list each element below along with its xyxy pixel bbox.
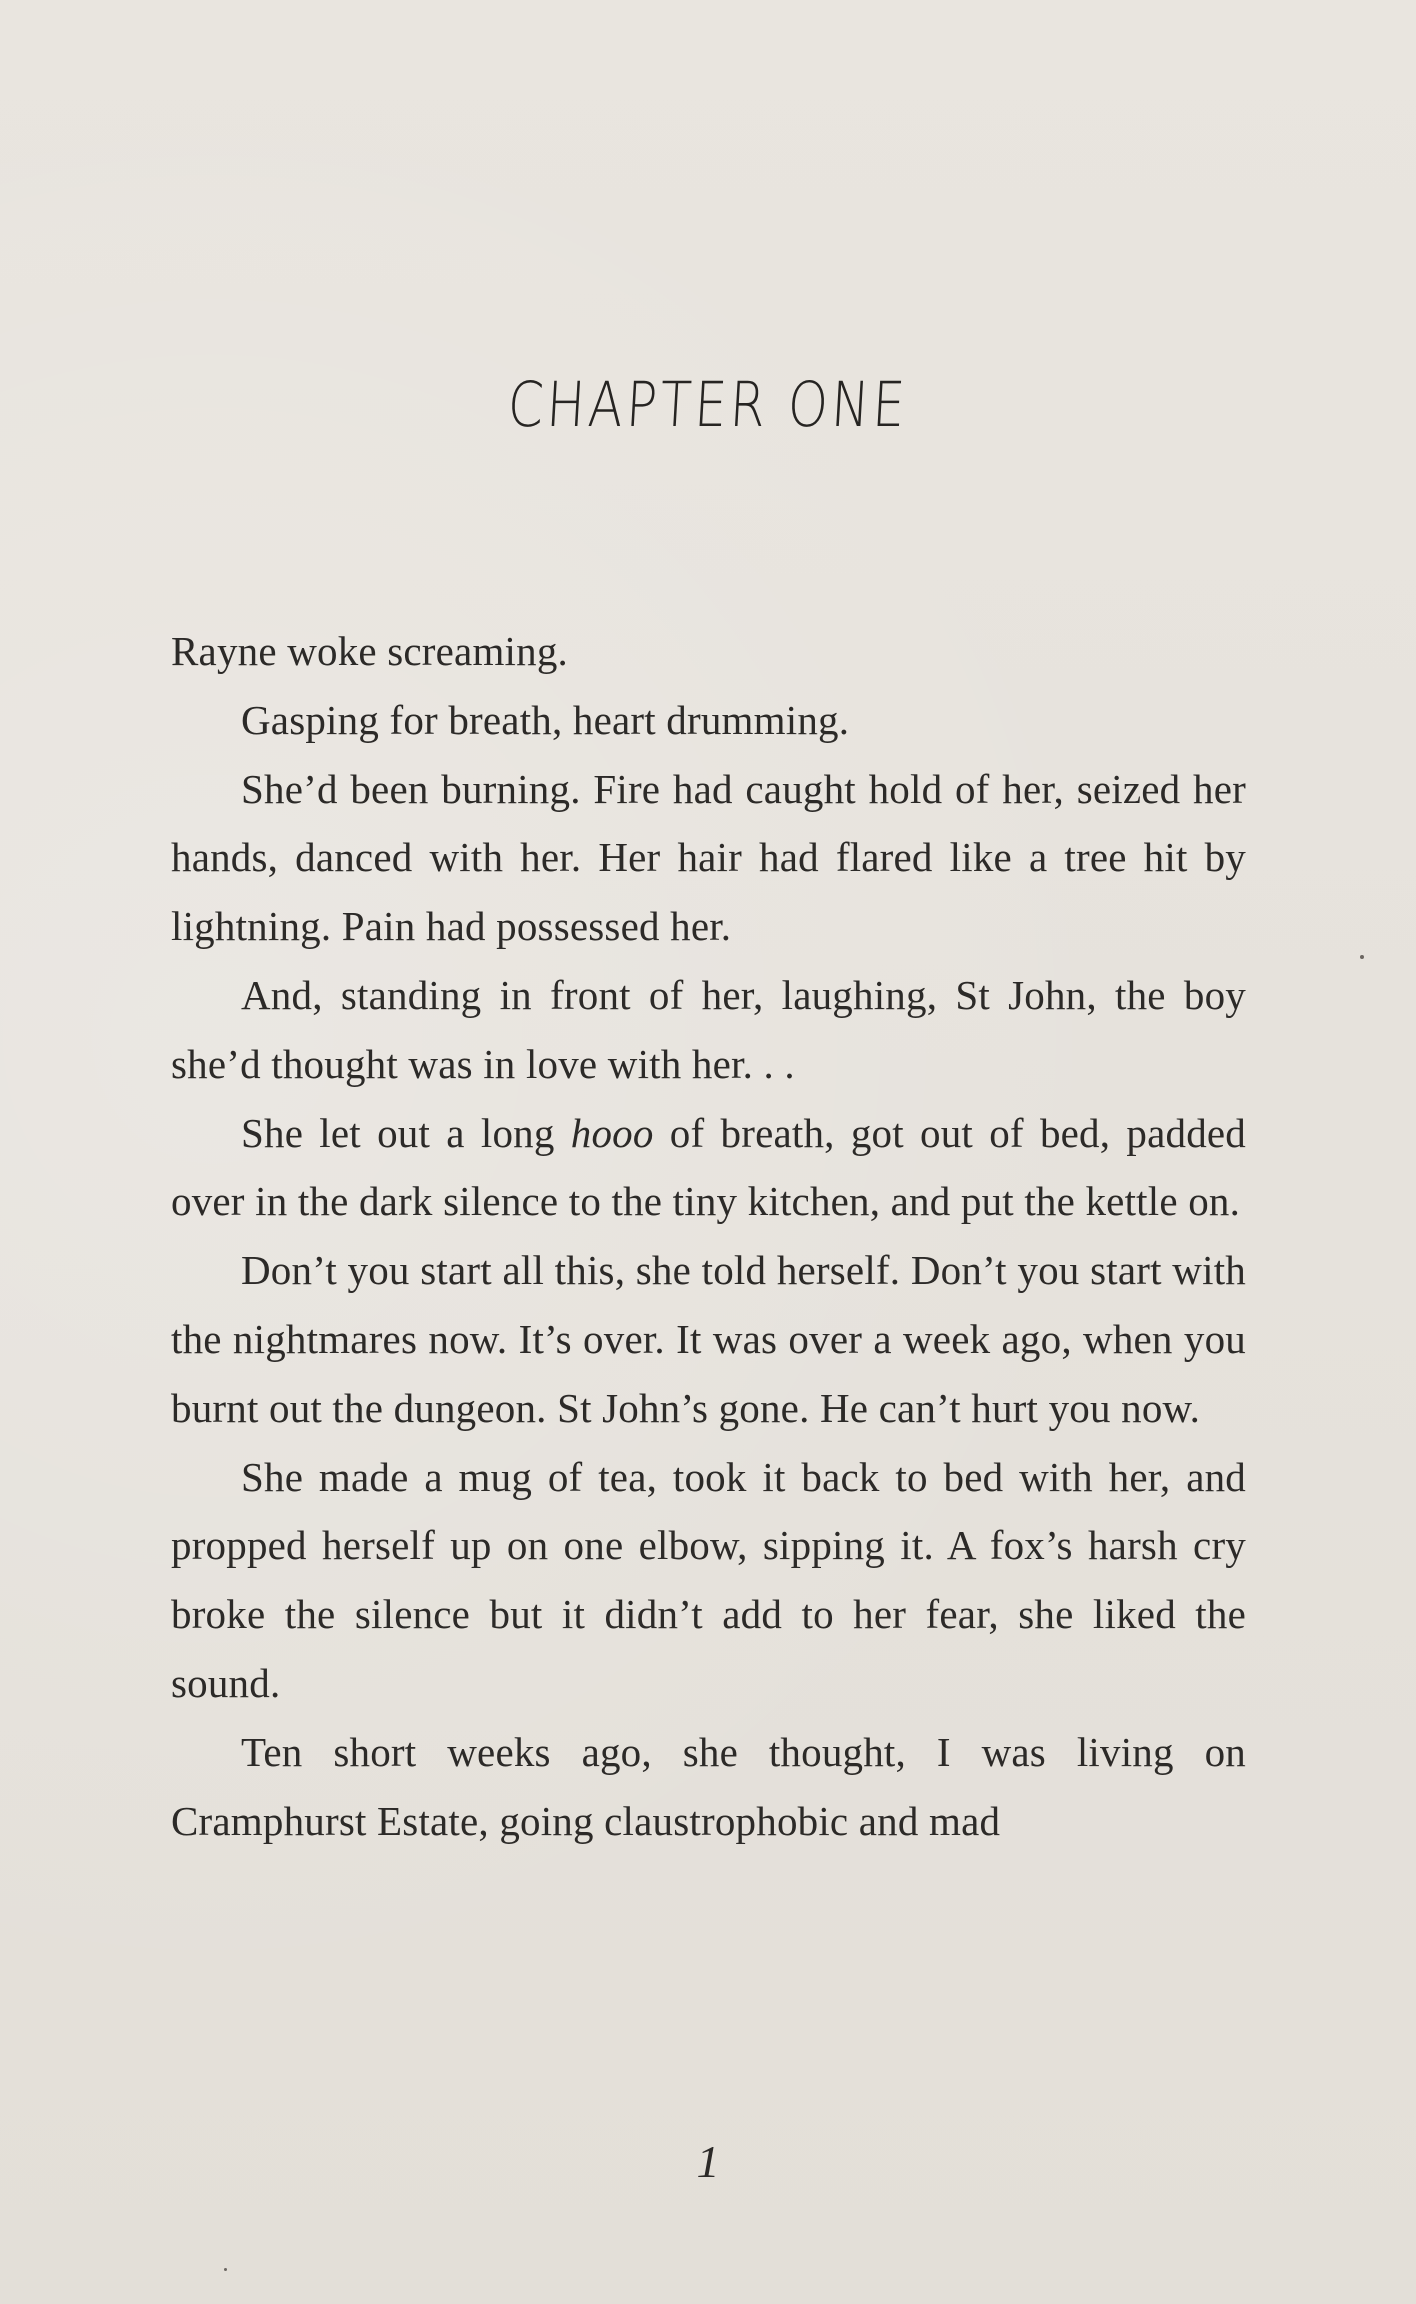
- paragraph-text: of breath, got out of bed, padded over in the dark silence to the tiny kitchen, and put the kettle on.: [171, 1109, 1246, 1225]
- paragraph-text: She let out a long: [241, 1109, 571, 1156]
- paragraph: She made a mug of tea, took it back to bed with her, and propped herself up on one elbow, sipping it. A fox’s harsh cry broke the silence but it didn’t add to her fear, she liked the sound.: [171, 1453, 1246, 1706]
- paper-speck: [224, 2268, 227, 2271]
- emphasis-text: hooo: [570, 1109, 654, 1156]
- body-text: [171, 617, 1246, 1855]
- paper-speck: [1360, 955, 1364, 959]
- paragraph: Ten short weeks ago, she thought, I was living on Cramphurst Estate, going claustrophobic and mad: [171, 1728, 1246, 1844]
- paragraph: [171, 1099, 1246, 1237]
- paragraph: Don’t you start all this, she told herself. Don’t you start with the nightmares now. It’s over. It was over a week ago, when you burnt out the dungeon. St John’s gone. He can’t hurt you now.: [171, 1247, 1246, 1431]
- page-number: 1: [696, 2136, 720, 2187]
- paragraph: Rayne woke screaming.: [171, 628, 568, 674]
- chapter-title: CHAPTER ONE: [505, 368, 911, 441]
- paragraph: Gasping for breath, heart drumming.: [241, 696, 850, 743]
- paragraph: She’d been burning. Fire had caught hold of her, seized her hands, danced with her. Her hair had flared like a tree hit by lightning. Pain had possessed her.: [171, 765, 1246, 950]
- paragraph: And, standing in front of her, laughing, St John, the boy she’d thought was in love with her. . .: [171, 971, 1246, 1087]
